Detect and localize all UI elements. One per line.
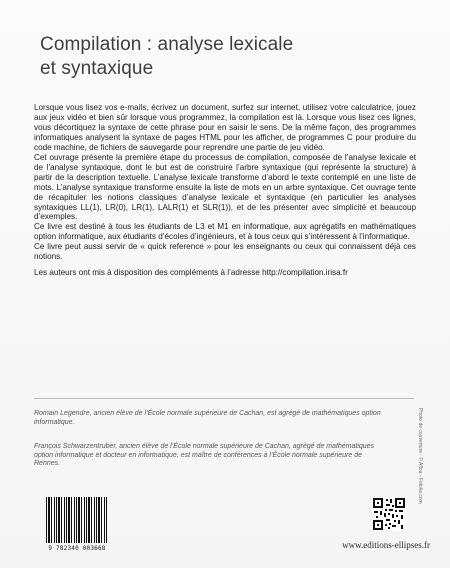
section-divider <box>34 398 414 399</box>
barcode-icon <box>46 497 108 543</box>
description-paragraph-1: Lorsque vous lisez vos e-mails, écrivez un document, surfez sur internet, utilisez votre calculatrice, jouez aux jeux vidéo et bien sûr lorsque vous programmez, la compilation est là. Lorsque vous lisez ces lignes, vous décortiquez la syntaxe de cette phrase pour en saisir le sens. De la même façon, des programmes informatiques analysent la syntaxe de pages HTML pour les afficher, de programmes C pour produire du code machine, de fichiers de sauvegarde pour reprendre une partie de jeu vidéo. <box>34 103 416 152</box>
author-bio-2: François Schwarzentruber, ancien élève de l’École normale supérieure de Cachan, agrégé de mathématiques option informatique et docteur en informatique, est maître de conférences à l’École normale supérieure de Rennes. <box>34 443 375 468</box>
qr-code-icon <box>372 497 406 531</box>
barcode-number: 9 782340 003668 <box>48 545 106 552</box>
description-paragraph-3: Ce livre est destiné à tous les étudiants de L3 et M1 en informatique, aux agrégatifs en mathématiques option informatique, aux étudiants d’écoles d’ingénieurs, et à tous ceux qui s’intéressent à l’informatique. <box>34 222 416 242</box>
barcode-block <box>40 497 114 555</box>
description-block <box>34 103 416 278</box>
photo-credit: Photo de couverture : © Afloa - Fotolia.com <box>417 408 423 504</box>
title-line-1: Compilation : analyse lexicale <box>40 34 294 55</box>
description-paragraph-5: Les auteurs ont mis à disposition des compléments à l’adresse http://compilation.irisa.fr <box>34 268 348 278</box>
publisher-website: www.editions-ellipses.fr <box>342 540 430 550</box>
title-line-2: et syntaxique <box>40 58 154 79</box>
page-title <box>40 33 370 81</box>
description-paragraph-2: Cet ouvrage présente la première étape du processus de compilation, composée de l’analyse lexicale et de l’analyse syntaxique, dont le but est de construire l’arbre syntaxique (qui représente la structure) à partir de la description textuelle. L’analyse lexicale transforme d’abord le texte contemplé en une liste de mots. L’analyse syntaxique transforme ensuite la liste de mots en un arbre syntaxique. Cet ouvrage tente de récapituler les notions classiques d’analyse lexicale et syntaxique (en particulier les analyses syntaxiques LL(1), LR(0), LR(1), LALR(1) et SLR(1)), et de les présenter avec simplicité et beaucoup d’exemples. <box>34 152 416 222</box>
description-paragraph-4: Ce livre peut aussi servir de « quick reference » pour les enseignants ou ceux qui connaissent déjà ces notions. <box>34 242 416 262</box>
author-bio-1: Romain Legendre, ancien élève de l’École normale supérieure de Cachan, est agrégé de mathématiques option informatique. <box>34 410 381 426</box>
